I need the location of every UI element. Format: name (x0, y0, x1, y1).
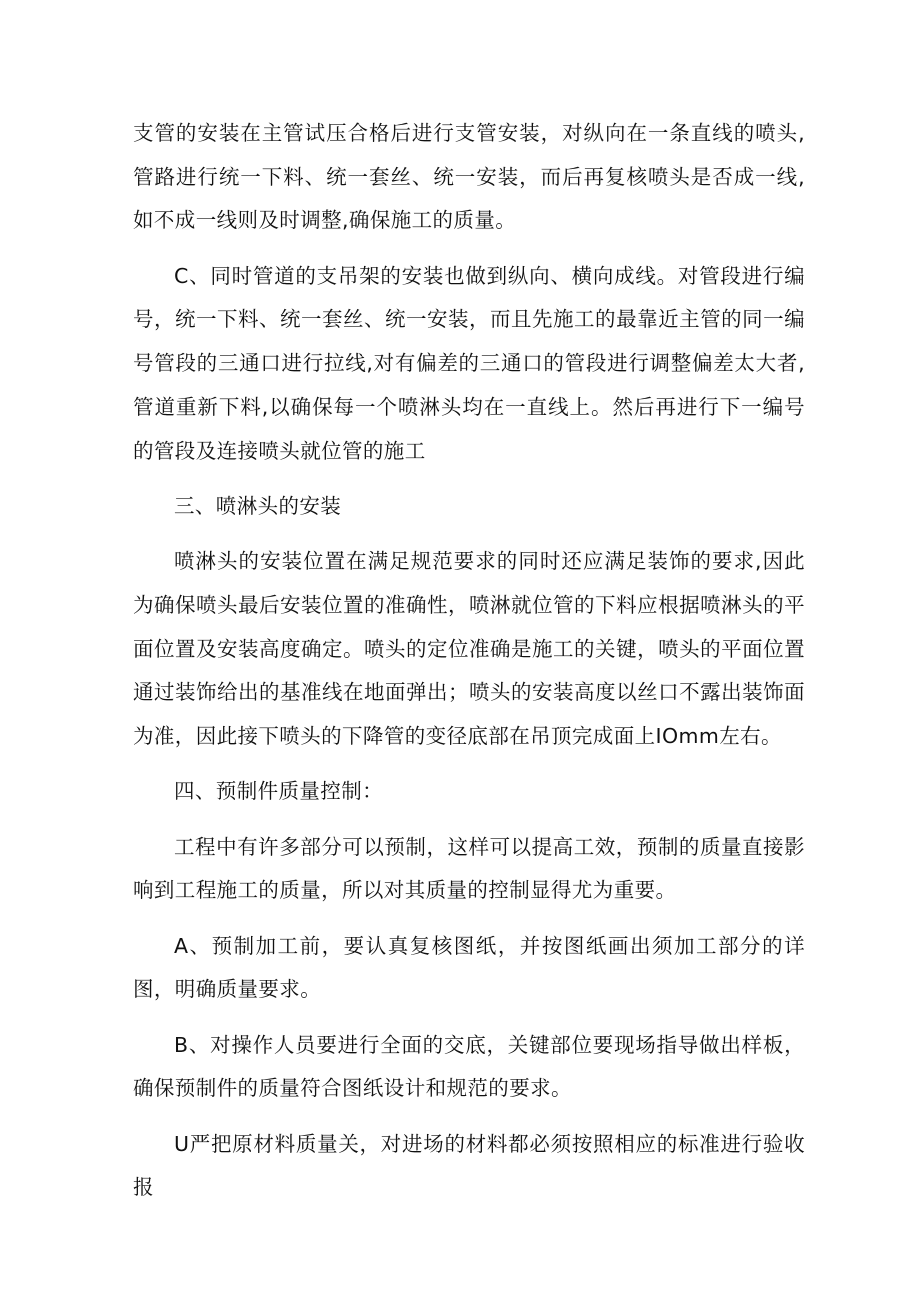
section-heading-sprinkler-installation: 三、喷淋头的安装 (174, 493, 342, 518)
paragraph-item-u: U严把原材料质量关，对进场的材料都必须按照相应的标准进行验收报 (133, 1131, 805, 1200)
paragraph-branch-pipe-installation: 支管的安装在主管试压合格后进行支管安装，对纵向在一条直线的喷头,管路进行统一下料、统一套丝、统一安装，而后再复核喷头是否成一线,如不成一线则及时调整,确保施工的质量。 (133, 121, 805, 233)
paragraph-support-hanger-alignment: C、同时管道的支吊架的安装也做到纵向、横向成线。对管段进行编号，统一下料、统一套丝、统一安装，而且先施工的最靠近主管的同一编号管段的三通口进行拉线,对有偏差的三通口的管段进行调整偏差太大者,管道重新下料,以确保每一个喷淋头均在一直线上。然后再进行下一编号的管段及连接喷头就位管的施工 (133, 263, 805, 463)
paragraph-item-a: A、预制加工前，要认真复核图纸，并按图纸画出须加工部分的详图，明确质量要求。 (133, 933, 805, 1002)
paragraph-item-b: B、对操作人员要进行全面的交底，关键部位要现场指导做出样板，确保预制件的质量符合图纸设计和规范的要求。 (133, 1032, 805, 1101)
section-heading-prefab-quality: 四、预制件质量控制： (174, 779, 383, 804)
paragraph-sprinkler-position: 喷淋头的安装位置在满足规范要求的同时还应满足装饰的要求,因此为确保喷头最后安装位置的准确性，喷淋就位管的下料应根据喷淋头的平面位置及安装高度确定。喷头的定位准确是施工的关键，喷头的平面位置通过装饰给出的基准线在地面弹出；喷头的安装高度以丝口不露出装饰面为准，因此接下喷头的下降管的变径底部在吊顶完成面上IOmm左右。 (133, 549, 805, 748)
paragraph-prefab-intro: 工程中有许多部分可以预制，这样可以提高工效，预制的质量直接影响到工程施工的质量，所以对其质量的控制显得尤为重要。 (133, 834, 805, 903)
document-body (133, 112, 805, 1222)
